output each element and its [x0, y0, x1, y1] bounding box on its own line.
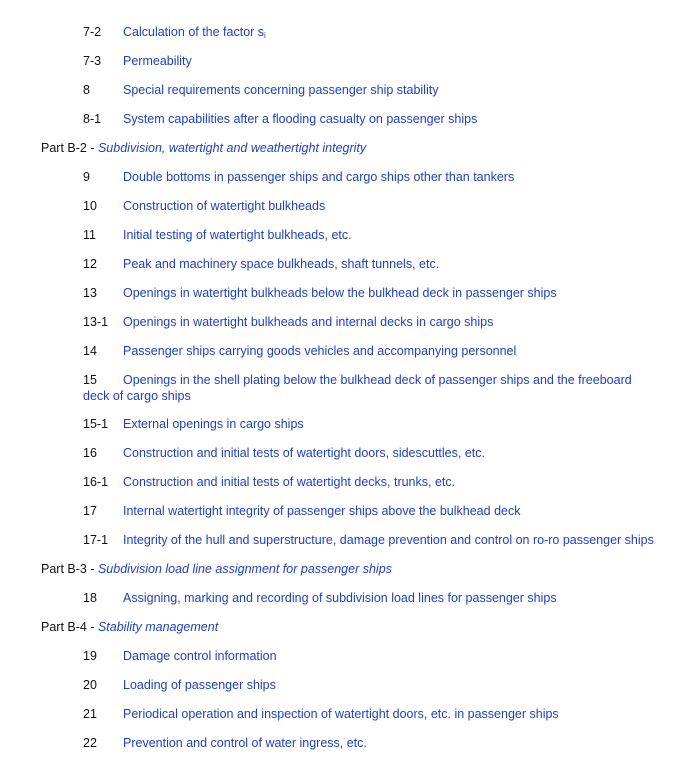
toc-item-8[interactable]	[83, 82, 663, 98]
toc-item-10[interactable]	[83, 198, 663, 214]
toc-item-13[interactable]	[83, 285, 663, 301]
part-separator: -	[86, 620, 98, 634]
item-link[interactable]: Integrity of the hull and superstructure, damage prevention and control on ro-ro passenger ships	[123, 533, 654, 547]
item-link[interactable]: Double bottoms in passenger ships and cargo ships other than tankers	[123, 170, 515, 184]
item-number: 13	[83, 286, 97, 300]
toc-item-16-1[interactable]	[83, 474, 663, 490]
part-separator: -	[86, 141, 98, 155]
item-link[interactable]: Openings in watertight bulkheads below the bulkhead deck in passenger ships	[123, 286, 557, 300]
item-link[interactable]: Peak and machinery space bulkheads, shaft tunnels, etc.	[123, 257, 440, 271]
item-number: 21	[83, 707, 97, 721]
item-number: 14	[83, 344, 97, 358]
item-number: 17-1	[83, 533, 109, 547]
toc-item-20[interactable]	[83, 677, 663, 693]
item-number: 9	[83, 170, 90, 184]
item-number: 16	[83, 446, 97, 460]
item-number: 8-1	[83, 112, 102, 126]
item-number: 19	[83, 649, 97, 663]
part-label: Part B-3	[41, 562, 87, 576]
toc-item-18[interactable]	[83, 590, 663, 606]
item-number: 8	[83, 83, 90, 97]
item-number: 12	[83, 257, 97, 271]
part-label: Part B-4	[41, 620, 87, 634]
item-link[interactable]: Prevention and control of water ingress, etc.	[123, 736, 367, 750]
item-link[interactable]: Loading of passenger ships	[123, 678, 276, 692]
toc-item-11[interactable]	[83, 227, 663, 243]
part-title-link[interactable]: Subdivision load line assignment for passenger ships	[97, 562, 392, 576]
toc-item-22[interactable]	[83, 735, 663, 751]
part-heading-b-2	[41, 140, 366, 156]
item-number: 11	[83, 228, 96, 242]
toc-item-15-1[interactable]	[83, 416, 663, 432]
toc-item-17-1[interactable]	[83, 532, 668, 548]
item-link[interactable]: External openings in cargo ships	[123, 417, 304, 431]
item-link[interactable]: Damage control information	[123, 649, 277, 663]
item-link[interactable]: Permeability	[123, 54, 192, 68]
item-link[interactable]: Construction and initial tests of watertight doors, sidescuttles, etc.	[123, 446, 485, 460]
item-link[interactable]: Openings in watertight bulkheads and internal decks in cargo ships	[123, 315, 494, 329]
toc-item-15[interactable]	[83, 372, 653, 404]
toc-item-8-1[interactable]	[83, 111, 663, 127]
item-link[interactable]: System capabilities after a flooding casualty on passenger ships	[123, 112, 478, 126]
toc-item-17[interactable]	[83, 503, 663, 519]
item-number: 16-1	[83, 475, 109, 489]
item-number: 10	[83, 199, 97, 213]
item-link[interactable]: Calculation of the factor $s_i$	[123, 25, 266, 40]
toc-item-13-1[interactable]	[83, 314, 663, 330]
part-title-link[interactable]: Subdivision, watertight and weathertight integrity	[97, 141, 367, 155]
item-link[interactable]: Openings in the shell plating below the bulkhead deck of passenger ships and the freeboard deck of cargo ships	[83, 373, 632, 403]
item-number: 22	[83, 736, 97, 750]
item-link[interactable]: Internal watertight integrity of passenger ships above the bulkhead deck	[123, 504, 521, 518]
item-number: 13-1	[83, 315, 109, 329]
item-link[interactable]: Special requirements concerning passenger ship stability	[123, 83, 439, 97]
item-link[interactable]: Assigning, marking and recording of subdivision load lines for passenger ships	[123, 591, 557, 605]
part-title-link[interactable]: Stability management	[97, 620, 219, 634]
toc-item-7-3[interactable]	[83, 53, 663, 69]
item-number: 15-1	[83, 417, 109, 431]
part-heading-b-3	[41, 561, 392, 577]
toc-item-9[interactable]	[83, 169, 663, 185]
part-label: Part B-2	[41, 141, 87, 155]
toc-item-14[interactable]	[83, 343, 663, 359]
item-link[interactable]: Construction of watertight bulkheads	[123, 199, 326, 213]
item-number: 17	[83, 504, 97, 518]
item-link[interactable]: Initial testing of watertight bulkheads, etc.	[123, 228, 352, 242]
item-link[interactable]: Periodical operation and inspection of watertight doors, etc. in passenger ships	[123, 707, 559, 721]
toc-item-7-2[interactable]	[83, 24, 663, 44]
toc-item-16[interactable]	[83, 445, 663, 461]
toc-item-19[interactable]	[83, 648, 663, 664]
item-link[interactable]: Construction and initial tests of watertight decks, trunks, etc.	[123, 475, 456, 489]
item-number: 7-3	[83, 54, 102, 68]
item-link[interactable]: Passenger ships carrying goods vehicles and accompanying personnel	[123, 344, 517, 358]
part-heading-b-4	[41, 619, 218, 635]
item-number: 20	[83, 678, 97, 692]
toc-item-12[interactable]	[83, 256, 663, 272]
toc-item-21[interactable]	[83, 706, 663, 722]
item-number: 15	[83, 373, 97, 387]
part-separator: -	[86, 562, 98, 576]
item-number: 18	[83, 591, 97, 605]
item-number: 7-2	[83, 25, 102, 39]
